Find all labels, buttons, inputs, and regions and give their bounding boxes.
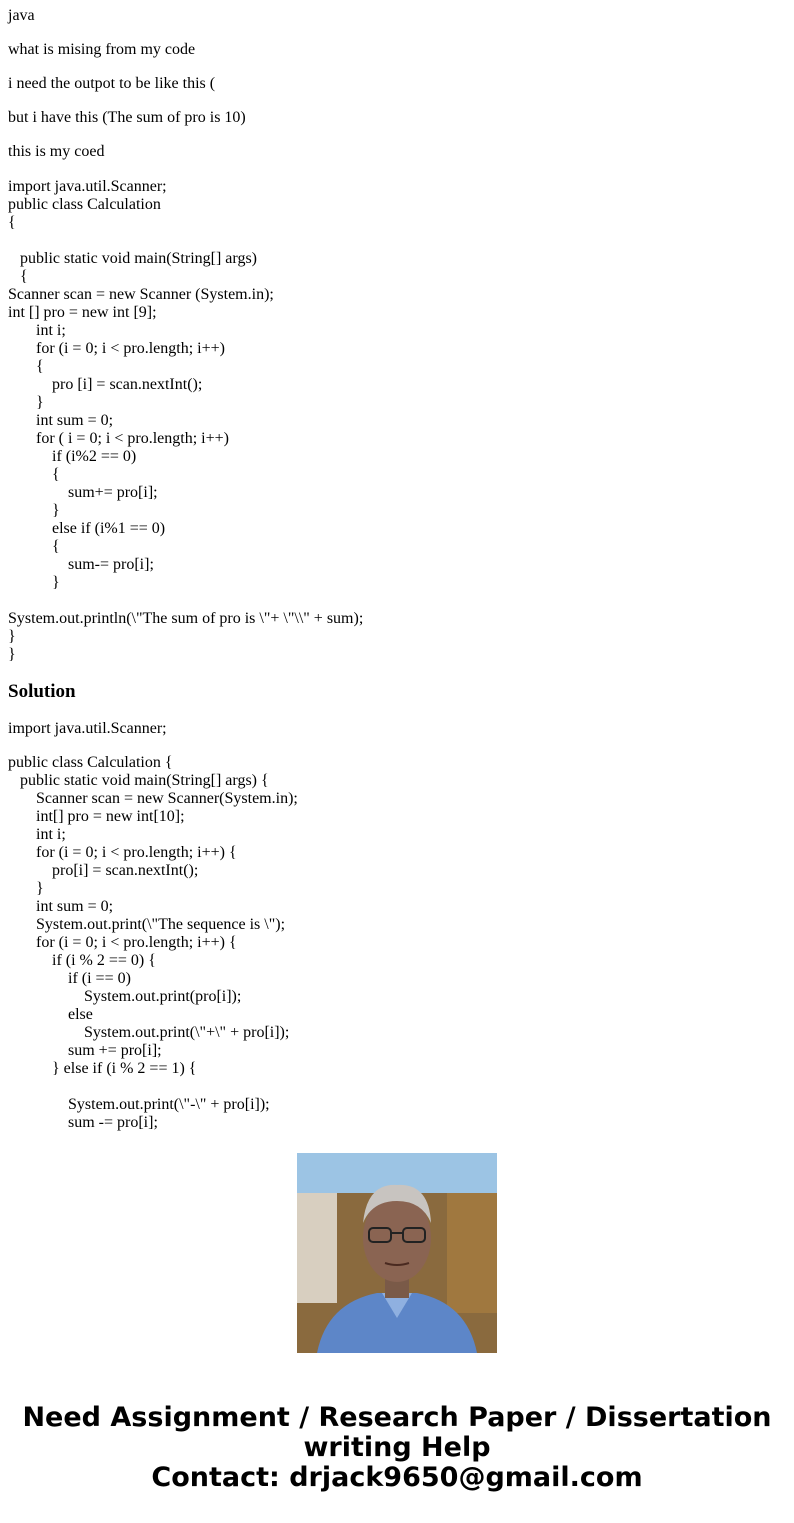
code-line: for ( i = 0; i < pro.length; i++) (8, 430, 229, 447)
code-line: import java.util.Scanner; (8, 178, 167, 195)
question-title: java (8, 7, 35, 24)
code-line: } (8, 646, 16, 663)
code-line: else (8, 1006, 93, 1023)
code-line: int sum = 0; (8, 898, 114, 915)
code-line: { (8, 358, 44, 375)
code-line: } (8, 880, 44, 897)
code-line: int i; (8, 322, 66, 339)
code-line: sum -= pro[i]; (8, 1114, 158, 1131)
solution-import-line: import java.util.Scanner; (8, 720, 167, 737)
code-line: } (8, 628, 16, 645)
code-line: sum-= pro[i]; (8, 556, 154, 573)
code-line: public static void main(String[] args) (8, 250, 257, 267)
code-line: } (8, 574, 60, 591)
code-line (8, 592, 363, 610)
code-line: int i; (8, 826, 66, 843)
code-line: public static void main(String[] args) { (8, 772, 269, 789)
promo-line: writing Help (303, 1432, 491, 1463)
code-line: { (8, 268, 28, 285)
code-line: int [] pro = new int [9]; (8, 304, 157, 321)
code-line: if (i % 2 == 0) { (8, 952, 156, 969)
code-line: pro[i] = scan.nextInt(); (8, 862, 199, 879)
code-line: System.out.print(\"The sequence is \"); (8, 916, 286, 933)
code-line: int sum = 0; (8, 412, 114, 429)
question-text: this is my coed (8, 143, 105, 160)
code-line: System.out.println(\"The sum of pro is \"+ \"\\" + sum); (8, 610, 364, 627)
code-line: } (8, 394, 44, 411)
author-avatar (297, 1153, 497, 1353)
code-line: System.out.print(\"-\" + pro[i]); (8, 1096, 270, 1113)
question-text: but i have this (The sum of pro is 10) (8, 109, 246, 126)
code-line: for (i = 0; i < pro.length; i++) { (8, 844, 237, 861)
code-line: System.out.print(pro[i]); (8, 988, 242, 1005)
code-line: else if (i%1 == 0) (8, 520, 166, 537)
code-line: } else if (i % 2 == 1) { (8, 1060, 197, 1077)
question-code-block (8, 178, 363, 664)
promo-line: Need Assignment / Research Paper / Dissertation (22, 1402, 772, 1433)
code-line: sum += pro[i]; (8, 1042, 162, 1059)
code-line: if (i == 0) (8, 970, 131, 987)
code-line: } (8, 502, 60, 519)
code-line: { (8, 538, 60, 555)
question-text: i need the outpot to be like this ( (8, 75, 216, 92)
code-line: public class Calculation (8, 196, 161, 213)
code-line: for (i = 0; i < pro.length; i++) { (8, 934, 237, 951)
code-line: int[] pro = new int[10]; (8, 808, 185, 825)
question-text: what is mising from my code (8, 41, 196, 58)
code-line: System.out.print(\"+\" + pro[i]); (8, 1024, 290, 1041)
code-line: Scanner scan = new Scanner (System.in); (8, 286, 274, 303)
code-line: for (i = 0; i < pro.length; i++) (8, 340, 225, 357)
code-line: Scanner scan = new Scanner(System.in); (8, 790, 298, 807)
promo-banner (0, 1403, 794, 1493)
code-line (8, 1078, 298, 1096)
code-line: sum+= pro[i]; (8, 484, 158, 501)
code-line: pro [i] = scan.nextInt(); (8, 376, 203, 393)
code-line: { (8, 466, 60, 483)
promo-contact: Contact: drjack9650@gmail.com (151, 1462, 643, 1493)
solution-code-block (8, 754, 298, 1131)
solution-heading: Solution (8, 681, 76, 702)
code-line (8, 232, 363, 250)
code-line: public class Calculation { (8, 754, 173, 771)
code-line: if (i%2 == 0) (8, 448, 137, 465)
code-line: { (8, 214, 16, 231)
